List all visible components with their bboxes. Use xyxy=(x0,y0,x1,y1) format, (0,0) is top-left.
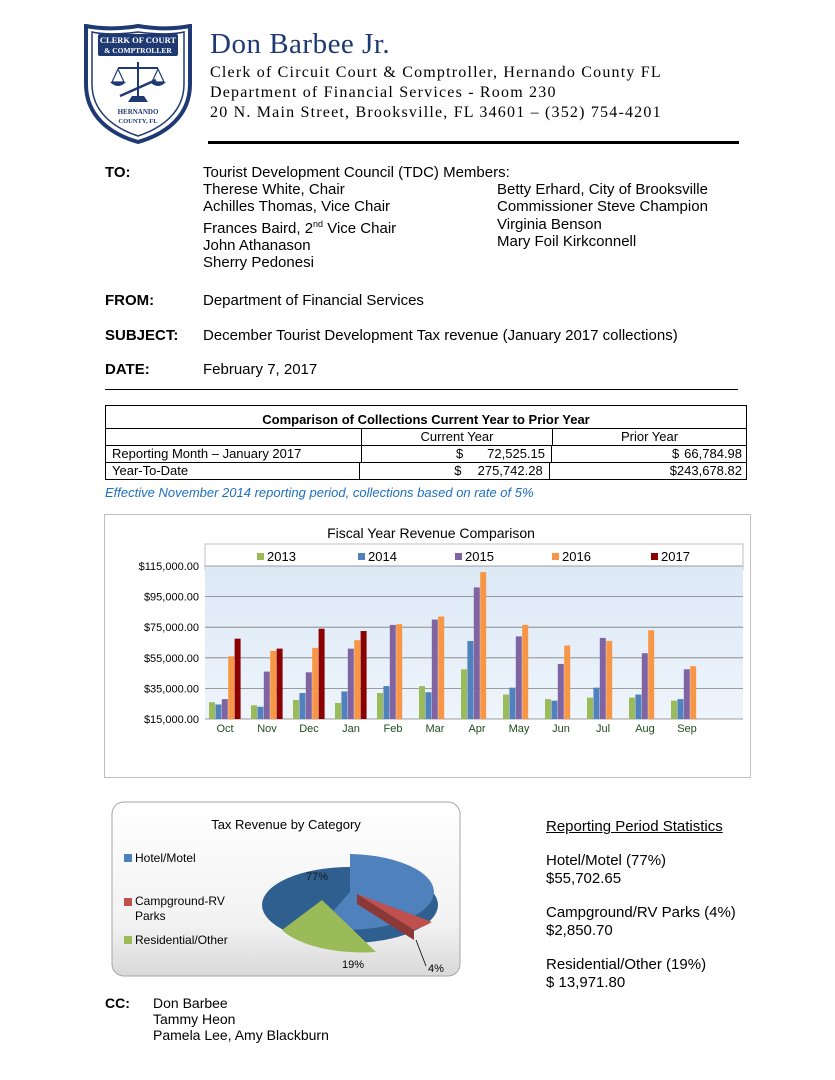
current-value-cell: $ 72,525.15 xyxy=(362,446,552,462)
member-name: Virginia Benson xyxy=(497,215,602,233)
subject-label: SUBJECT: xyxy=(105,327,179,344)
bar-2017-jan xyxy=(361,631,367,719)
x-tick-label: May xyxy=(508,723,530,735)
bar-2014-jan xyxy=(341,691,347,719)
legend-swatch xyxy=(124,854,132,862)
cc-name: Pamela Lee, Amy Blackburn xyxy=(153,1027,329,1043)
from-value: Department of Financial Services xyxy=(203,292,424,309)
header-rule xyxy=(208,141,739,144)
legend-label: Hotel/Motel xyxy=(135,851,196,865)
bar-2015-jan xyxy=(348,649,354,719)
bar-2015-feb xyxy=(390,625,396,719)
y-tick-label: $75,000.00 xyxy=(143,622,199,635)
stat-label: Residential/Other (19%) xyxy=(546,956,707,973)
bar-2016-sep xyxy=(690,666,696,719)
member-name: Frances Baird, 2nd Vice Chair xyxy=(203,218,397,237)
legend-swatch xyxy=(358,553,365,560)
clerk-title: Clerk of Circuit Court & Comptroller, Hernando County FL xyxy=(210,64,662,81)
legend-swatch xyxy=(651,553,658,560)
bar-2013-apr xyxy=(461,669,467,719)
x-tick-label: Oct xyxy=(216,723,234,735)
bar-2016-mar xyxy=(438,616,444,719)
bar-2013-oct xyxy=(209,702,215,719)
x-tick-label: Mar xyxy=(425,723,445,735)
y-tick-label: $95,000.00 xyxy=(143,591,199,604)
cc-name: Tammy Heon xyxy=(153,1011,236,1027)
cc-name: Don Barbee xyxy=(153,995,228,1011)
chart-title: Fiscal Year Revenue Comparison xyxy=(327,525,535,541)
bar-2015-apr xyxy=(474,587,480,719)
legend-swatch xyxy=(455,553,462,560)
address-line: 20 N. Main Street, Brooksville, FL 34601 – (352) 754-4201 xyxy=(210,104,662,121)
x-tick-label: Jul xyxy=(595,723,611,735)
prior-value-cell: $ 66,784.98 xyxy=(672,446,742,461)
stat-label: Hotel/Motel (77%) xyxy=(546,852,667,869)
members-left-list xyxy=(203,181,396,271)
date-value: February 7, 2017 xyxy=(203,361,318,378)
svg-text:CLERK OF COURT: CLERK OF COURT xyxy=(99,35,177,45)
stats-heading: Reporting Period Statistics xyxy=(546,818,723,835)
member-name: Therese White, Chair xyxy=(203,181,345,198)
bar-2016-oct xyxy=(228,656,234,719)
comparison-table xyxy=(105,405,747,480)
row-label: Year-To-Date xyxy=(106,463,360,479)
member-name: Commissioner Steve Champion xyxy=(497,198,708,216)
bar-2015-may xyxy=(516,636,522,719)
bar-2016-may xyxy=(522,625,528,719)
bar-2016-nov xyxy=(270,651,276,719)
stat-value: $ 13,971.80 xyxy=(546,974,626,991)
bar-2015-jun xyxy=(558,664,564,719)
y-tick-label: $115,000.00 xyxy=(138,561,199,573)
bar-2013-nov xyxy=(251,705,257,719)
member-name: John Athanason xyxy=(203,236,311,254)
bar-2013-aug xyxy=(629,698,635,719)
from-label: FROM: xyxy=(105,292,155,309)
bar-2016-jul xyxy=(606,641,612,719)
legend-label: 2017 xyxy=(661,549,690,564)
y-tick-label: $55,000.00 xyxy=(143,652,199,665)
svg-text:HERNANDO: HERNANDO xyxy=(117,108,159,116)
subject-value: December Tourist Development Tax revenue (January 2017 collections) xyxy=(203,327,678,344)
legend-label: Campground-RV Parks xyxy=(135,894,225,923)
bar-2014-may xyxy=(509,688,515,719)
member-name: Sherry Pedonesi xyxy=(203,254,314,272)
revenue-chart-frame xyxy=(104,514,751,778)
legend-label: 2016 xyxy=(562,549,591,564)
bar-2013-jan xyxy=(335,703,341,719)
fiscal-year-bar-chart xyxy=(105,515,750,777)
clerk-seal-logo xyxy=(82,24,194,144)
bar-2015-jul xyxy=(600,638,606,719)
bar-2014-sep xyxy=(677,699,683,719)
y-tick-labels xyxy=(139,561,199,726)
svg-text:COUNTY, FL: COUNTY, FL xyxy=(118,118,158,125)
legend-label: 2015 xyxy=(465,549,494,564)
to-label: TO: xyxy=(105,164,131,181)
bar-2013-sep xyxy=(671,701,677,719)
x-tick-label: Aug xyxy=(635,723,655,735)
bar-2014-mar xyxy=(425,692,431,719)
bar-2014-oct xyxy=(215,704,221,719)
date-label: DATE: xyxy=(105,361,150,378)
bar-2013-may xyxy=(503,695,509,719)
to-intro: Tourist Development Council (TDC) Members: xyxy=(203,164,510,181)
bar-2013-mar xyxy=(419,686,425,719)
x-tick-label: Feb xyxy=(383,723,403,735)
clerk-name: Don Barbee Jr. xyxy=(210,28,391,60)
prior-value-cell: $ 243,678.82 xyxy=(669,463,742,478)
legend-label: 2014 xyxy=(368,549,397,564)
cc-label: CC: xyxy=(105,995,130,1011)
y-tick-label: $15,000.00 xyxy=(143,714,199,726)
bar-2015-nov xyxy=(264,672,270,719)
bar-2015-sep xyxy=(684,669,690,719)
bar-2016-aug xyxy=(648,630,654,719)
legend-swatch xyxy=(124,936,132,944)
legend-label: Residential/Other xyxy=(135,933,228,947)
pie-title: Tax Revenue by Category xyxy=(211,817,361,832)
bar-2015-mar xyxy=(432,620,438,719)
memo-rule xyxy=(105,389,738,390)
x-tick-label: Dec xyxy=(299,723,319,735)
bar-2013-dec xyxy=(293,700,299,719)
bar-2014-feb xyxy=(383,686,389,719)
bar-2016-jan xyxy=(354,640,360,719)
bar-2014-jul xyxy=(593,688,599,719)
pie-label-hotel: 77% xyxy=(306,871,329,883)
legend-label: 2013 xyxy=(267,549,296,564)
rate-note: Effective November 2014 reporting period, collections based on rate of 5% xyxy=(105,485,534,500)
bar-2013-jul xyxy=(587,698,593,719)
x-tick-label: Jan xyxy=(342,723,360,735)
bar-2016-feb xyxy=(396,624,402,719)
x-tick-label: Sep xyxy=(677,723,697,735)
bar-2014-aug xyxy=(635,695,641,719)
member-name: Mary Foil Kirkconnell xyxy=(497,232,637,250)
member-name: Achilles Thomas, Vice Chair xyxy=(203,198,391,216)
bar-2015-dec xyxy=(306,672,312,719)
bar-2013-feb xyxy=(377,693,383,719)
x-tick-label: Apr xyxy=(468,723,486,735)
bar-2017-dec xyxy=(319,629,325,719)
legend-swatch xyxy=(124,898,132,906)
stat-value: $2,850.70 xyxy=(546,922,613,939)
y-tick-label: $35,000.00 xyxy=(143,683,199,696)
member-name: Betty Erhard, City of Brooksville xyxy=(497,181,708,198)
cc-list xyxy=(153,995,329,1043)
members-right-list xyxy=(497,181,708,250)
bar-2016-jun xyxy=(564,646,570,719)
pie-label-residential: 19% xyxy=(342,959,365,971)
legend-swatch xyxy=(552,553,559,560)
bar-2017-oct xyxy=(235,639,241,719)
bar-2014-nov xyxy=(257,707,263,719)
x-tick-label: Jun xyxy=(552,723,570,735)
bar-2016-apr xyxy=(480,572,486,719)
stat-label: Campground/RV Parks (4%) xyxy=(546,904,736,921)
pie-label-campground: 4% xyxy=(428,963,444,975)
table-row xyxy=(106,462,746,479)
department-line: Department of Financial Services - Room 230 xyxy=(210,84,557,101)
bar-2015-oct xyxy=(222,699,228,719)
table-row xyxy=(106,445,746,462)
bar-2016-dec xyxy=(312,648,318,719)
svg-text:& COMPTROLLER: & COMPTROLLER xyxy=(104,46,172,55)
blank-header-cell xyxy=(106,429,362,445)
x-tick-label: Nov xyxy=(257,723,277,735)
current-value-cell: $ 275,742.28 xyxy=(360,463,549,479)
bar-2014-apr xyxy=(467,641,473,719)
bar-2017-nov xyxy=(277,649,283,719)
prior-year-header: Prior Year xyxy=(620,429,679,444)
bar-2014-dec xyxy=(299,693,305,719)
row-label: Reporting Month – January 2017 xyxy=(106,446,362,462)
category-pie-chart xyxy=(110,800,462,978)
comparison-caption: Comparison of Collections Current Year to Prior Year xyxy=(262,412,590,427)
bar-2015-aug xyxy=(642,653,648,719)
bar-2013-jun xyxy=(545,699,551,719)
bar-2014-jun xyxy=(551,701,557,719)
legend-swatch xyxy=(257,553,264,560)
stat-value: $55,702.65 xyxy=(546,870,622,887)
current-year-header: Current Year xyxy=(362,429,553,445)
x-tick-labels xyxy=(216,723,696,735)
